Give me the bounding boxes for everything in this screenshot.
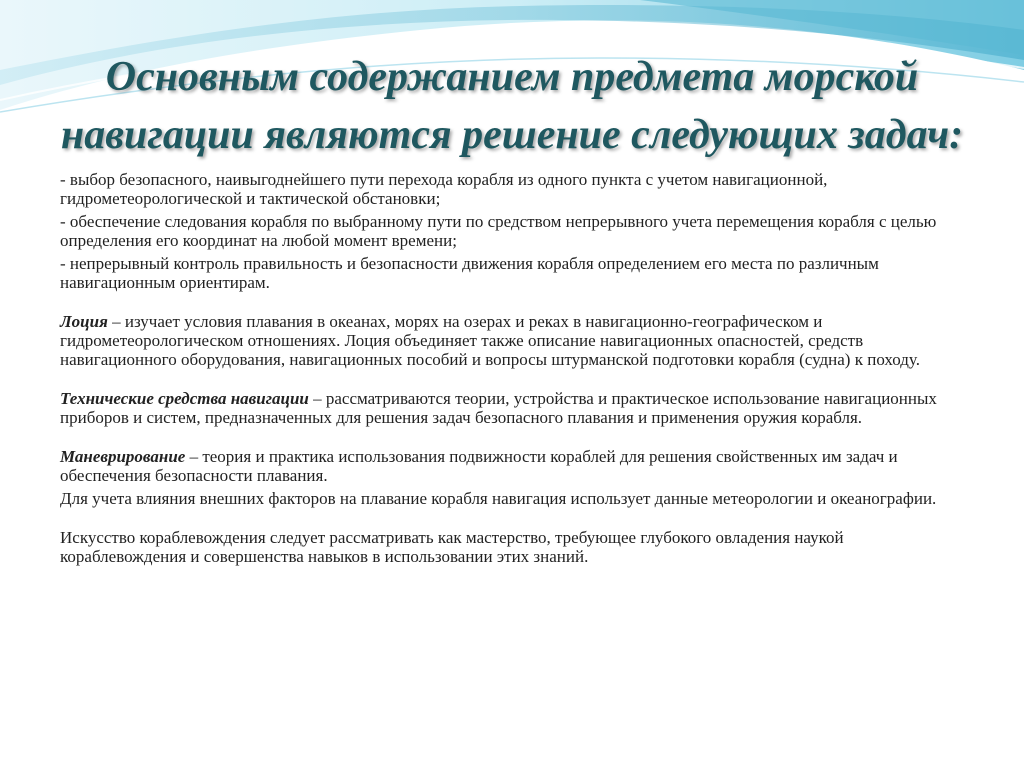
slide-body	[60, 170, 970, 570]
task-item-route-selection: - выбор безопасного, наивыгоднейшего пути перехода корабля из одного пункта с учетом навигационной, гидрометеорологической и тактической обстановки;	[60, 170, 828, 208]
slide-title-line-2: навигации являются решение следующих задач:	[60, 112, 964, 158]
definition-technical-means	[60, 389, 970, 427]
task-item-safety-control: - непрерывный контроль правильность и безопасности движения корабля определением его места по различным навигационным ориентирам.	[60, 254, 879, 292]
definition-text: – рассматриваются теории, устройства и практическое использование навигационных приборов и систем, предназначенных для решения задач безопасного плавания и применения оружия корабля.	[60, 389, 937, 427]
external-factors-paragraph: Для учета влияния внешних факторов на плавание корабля навигация использует данные метеорологии и океанографии.	[60, 489, 937, 508]
definition-text: – теория и практика использования подвижности кораблей для решения свойственных им задач и обеспечения безопасности плавания.	[60, 447, 898, 485]
slide-title	[0, 48, 1024, 164]
task-item-position-tracking: - обеспечение следования корабля по выбранному пути по средством непрерывного учета перемещения корабля с целью определения его координат на любой момент времени;	[60, 212, 937, 250]
slide-title-line-1: Основным содержанием предмета морской	[105, 54, 919, 100]
definition-pilotage	[60, 312, 970, 369]
definition-term: Технические средства навигации	[60, 389, 309, 408]
closing-paragraph: Искусство кораблевождения следует рассматривать как мастерство, требующее глубокого овладения наукой кораблевождения и совершенства навыков в использовании этих знаний.	[60, 528, 844, 566]
definition-text: – изучает условия плавания в океанах, морях на озерах и реках в навигационно-географическом и гидрометеорологическом отношениях. Лоция объединяет также описание навигационных опасностей, средств навигационного оборудования, навигационных пособий и вопросы штурманской подготовки корабля (судна) к походу.	[60, 312, 920, 369]
definition-maneuvering	[60, 447, 970, 485]
definition-term: Маневрирование	[60, 447, 186, 466]
definition-term: Лоция	[60, 312, 108, 331]
